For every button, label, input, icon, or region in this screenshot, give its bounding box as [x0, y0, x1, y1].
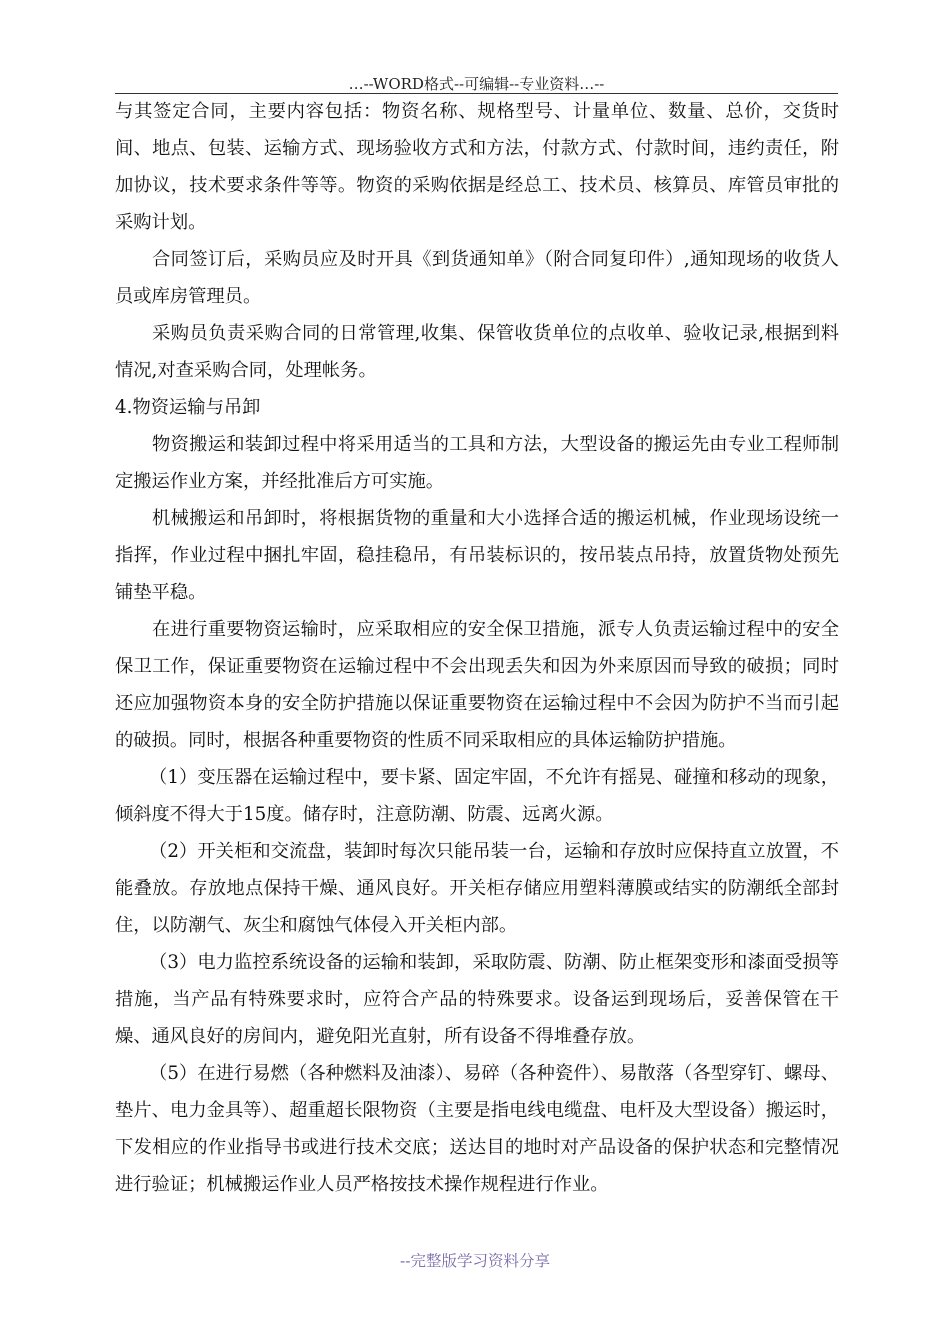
list-item-transformer: （1）变压器在运输过程中，要卡紧、固定牢固，不允许有摇晃、碰撞和移动的现象，倾斜度不得大于15度。储存时，注意防潮、防震、远离火源。 [115, 767, 839, 825]
section-heading-transport: 4.物资运输与吊卸 [115, 397, 261, 418]
paragraph-contract-management: 采购员负责采购合同的日常管理,收集、保管收货单位的点收单、验收记录,根据到料情况,对查采购合同，处理帐务。 [115, 323, 839, 381]
paragraph-security-measures: 在进行重要物资运输时，应采取相应的安全保卫措施，派专人负责运输过程中的安全保卫工作，保证重要物资在运输过程中不会出现丢失和因为外来原因而导致的破损；同时还应加强物资本身的安全防护措施以保证重要物资在运输过程中不会因为防护不当而引起的破损。同时，根据各种重要物资的性质不同采取相应的具体运输防护措施。 [115, 619, 839, 751]
paragraph-mechanical-lifting: 机械搬运和吊卸时，将根据货物的重量和大小选择合适的搬运机械，作业现场设统一指挥，作业过程中捆扎牢固，稳挂稳吊，有吊装标识的，按吊装点吊持，放置货物处预先铺垫平稳。 [115, 508, 839, 603]
list-item-switchgear: （2）开关柜和交流盘，装卸时每次只能吊装一台，运输和存放时应保持直立放置，不能叠放。存放地点保持干燥、通风良好。开关柜存储应用塑料薄膜或结实的防潮纸全部封住，以防潮气、灰尘和腐蚀气体侵入开关柜内部。 [115, 841, 839, 936]
document-body [115, 93, 839, 1203]
page-footer: --完整版学习资料分享 [400, 1252, 550, 1270]
paragraph-handling-methods: 物资搬运和装卸过程中将采用适当的工具和方法，大型设备的搬运先由专业工程师制定搬运作业方案，并经批准后方可实施。 [115, 434, 839, 492]
list-item-monitoring-system: （3）电力监控系统设备的运输和装卸，采取防震、防潮、防止框架变形和漆面受损等措施，当产品有特殊要求时，应符合产品的特殊要求。设备运到现场后，妥善保管在干燥、通风良好的房间内，避免阳光直射，所有设备不得堆叠存放。 [115, 952, 839, 1047]
list-item-special-materials: （5）在进行易燃（各种燃料及油漆）、易碎（各种瓷件）、易散落（各型穿钉、螺母、垫片、电力金具等）、超重超长限物资（主要是指电线电缆盘、电杆及大型设备）搬运时，下发相应的作业指导书或进行技术交底；送达目的地时对产品设备的保护状态和完整情况进行验证；机械搬运作业人员严格按技术操作规程进行作业。 [115, 1063, 839, 1195]
paragraph-arrival-notice: 合同签订后，采购员应及时开具《到货通知单》（附合同复印件）,通知现场的收货人员或库房管理员。 [115, 249, 839, 307]
page-header: …--WORD格式--可编辑--专业资料…-- [348, 75, 605, 93]
paragraph-contract-contents: 与其签定合同，主要内容包括：物资名称、规格型号、计量单位、数量、总价，交货时间、地点、包装、运输方式、现场验收方式和方法，付款方式、付款时间，违约责任，附加协议，技术要求条件等等。物资的采购依据是经总工、技术员、核算员、库管员审批的采购计划。 [115, 101, 839, 233]
